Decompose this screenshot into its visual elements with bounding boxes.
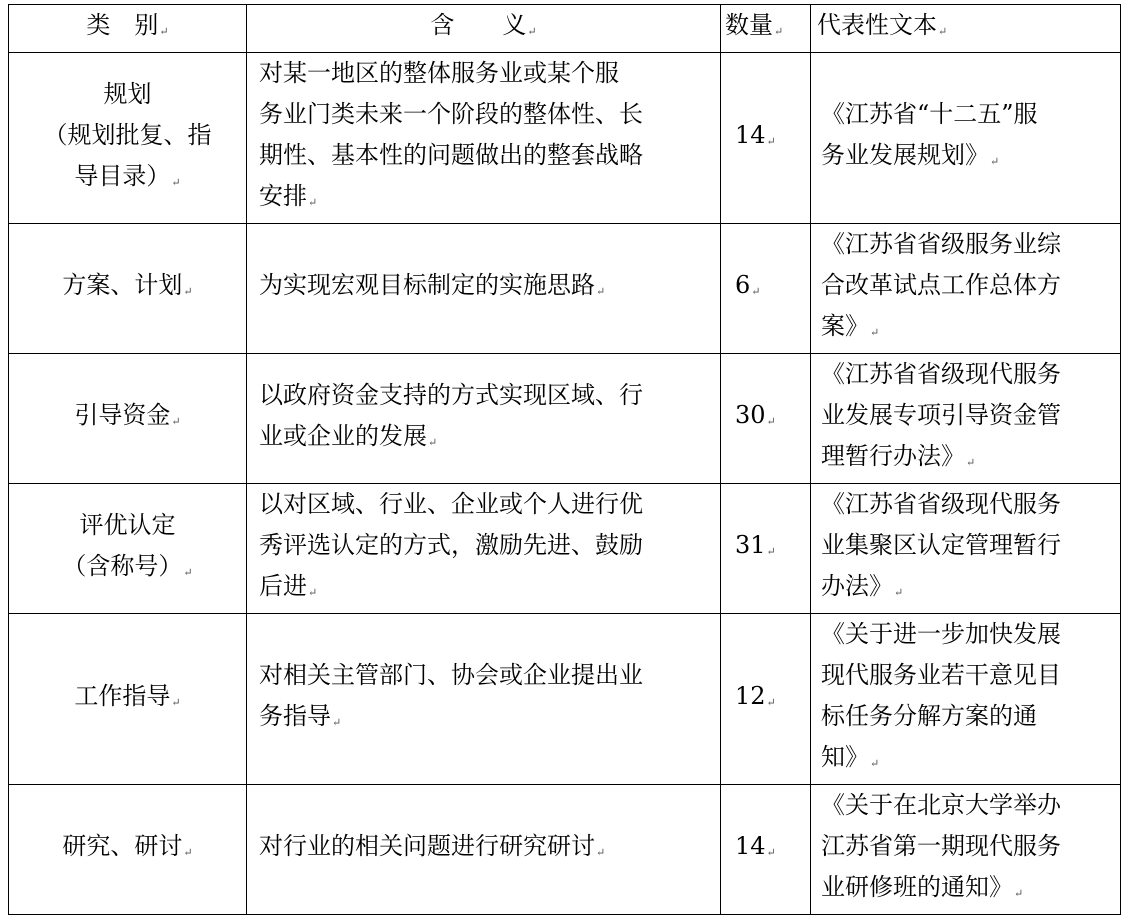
header-text: 代表性文本↵ — [811, 5, 1121, 53]
text-cell — [811, 53, 1121, 224]
policy-type-table — [8, 4, 1121, 915]
meaning-line: 期性、基本性的问题做出的整套战略 — [259, 141, 643, 169]
category-cell — [9, 614, 247, 785]
count-cell — [721, 53, 811, 224]
text-line: 《关于进一步加快发展 — [821, 620, 1061, 648]
table-row — [9, 484, 1121, 614]
text-line: 案》↵ — [821, 312, 880, 340]
count-line: 6↵ — [735, 271, 761, 299]
category-cell — [9, 224, 247, 354]
text-line: 《江苏省省级现代服务 — [821, 490, 1061, 518]
count-cell — [721, 785, 811, 915]
meaning-cell — [247, 785, 721, 915]
text-line: 业研修班的通知》↵ — [821, 873, 1024, 901]
count-line: 14↵ — [735, 120, 776, 149]
table-row — [9, 354, 1121, 484]
count-line: 31↵ — [735, 531, 776, 559]
meaning-cell — [247, 224, 721, 354]
meaning-line: 务指导↵ — [259, 702, 342, 730]
meaning-line: 以政府资金支持的方式实现区域、行 — [259, 380, 643, 409]
category-cell — [9, 53, 247, 224]
category-cell — [9, 354, 247, 484]
category-line: 引导资金↵ — [74, 401, 181, 429]
text-cell — [811, 785, 1121, 915]
category-line: 研究、研讨↵ — [62, 832, 193, 860]
table-row — [9, 224, 1121, 354]
category-line: 规划 — [103, 79, 152, 108]
text-line: 业集聚区认定管理暂行 — [821, 531, 1061, 559]
text-cell — [811, 614, 1121, 785]
table-header-row — [9, 5, 1121, 53]
meaning-line: 以对区域、行业、企业或个人进行优 — [259, 490, 643, 518]
text-line: 《江苏省“十二五”服 — [821, 100, 1038, 128]
meaning-line: 对相关主管部门、协会或企业提出业 — [259, 661, 643, 689]
text-line: 知》↵ — [821, 743, 880, 771]
meaning-line: 秀评选认定的方式，激励先进、鼓励 — [259, 531, 643, 559]
meaning-cell — [247, 614, 721, 785]
text-line: 合改革试点工作总体方 — [821, 271, 1061, 299]
category-line: 方案、计划↵ — [62, 271, 193, 299]
count-cell — [721, 224, 811, 354]
text-cell — [811, 354, 1121, 484]
text-line: 理暂行办法》↵ — [821, 442, 976, 470]
text-line: 《关于在北京大学举办 — [821, 791, 1061, 819]
text-line: 办法》↵ — [821, 572, 904, 600]
meaning-cell — [247, 53, 721, 224]
count-cell — [721, 484, 811, 614]
category-line: （含称号）↵ — [62, 551, 193, 580]
text-line: 标任务分解方案的通 — [821, 702, 1037, 730]
count-line: 14↵ — [735, 832, 776, 860]
meaning-line: 为实现宏观目标制定的实施思路↵ — [259, 271, 606, 299]
count-cell — [721, 354, 811, 484]
meaning-line: 后进↵ — [259, 572, 318, 600]
header-meaning: 含 义↵ — [247, 5, 721, 53]
text-cell — [811, 224, 1121, 354]
category-cell — [9, 484, 247, 614]
meaning-line: 对某一地区的整体服务业或某个服 — [259, 59, 619, 87]
meaning-line: 对行业的相关问题进行研究研讨↵ — [259, 832, 606, 860]
table-row — [9, 614, 1121, 785]
category-line: 工作指导↵ — [74, 681, 181, 710]
category-line: （规划批复、指 — [43, 120, 212, 149]
meaning-cell — [247, 354, 721, 484]
meaning-line: 安排↵ — [259, 182, 318, 210]
meaning-line: 业或企业的发展↵ — [259, 421, 438, 450]
meaning-line: 务业门类未来一个阶段的整体性、长 — [259, 100, 643, 128]
header-category: 类 别↵ — [9, 5, 247, 53]
text-cell — [811, 484, 1121, 614]
count-cell — [721, 614, 811, 785]
count-line: 30↵ — [735, 401, 776, 429]
text-line: 业发展专项引导资金管 — [821, 401, 1061, 429]
category-line: 评优认定 — [79, 510, 176, 539]
category-cell — [9, 785, 247, 915]
table-row — [9, 53, 1121, 224]
text-line: 务业发展规划》↵ — [821, 141, 1000, 169]
table-row — [9, 785, 1121, 915]
category-line: 导目录）↵ — [74, 161, 181, 190]
text-line: 江苏省第一期现代服务 — [821, 832, 1061, 860]
text-line: 《江苏省省级服务业综 — [821, 230, 1061, 258]
meaning-cell — [247, 484, 721, 614]
text-line: 《江苏省省级现代服务 — [821, 360, 1061, 388]
count-line: 12↵ — [735, 681, 776, 710]
text-line: 现代服务业若干意见目 — [821, 661, 1061, 689]
header-count: 数量↵ — [721, 5, 811, 53]
